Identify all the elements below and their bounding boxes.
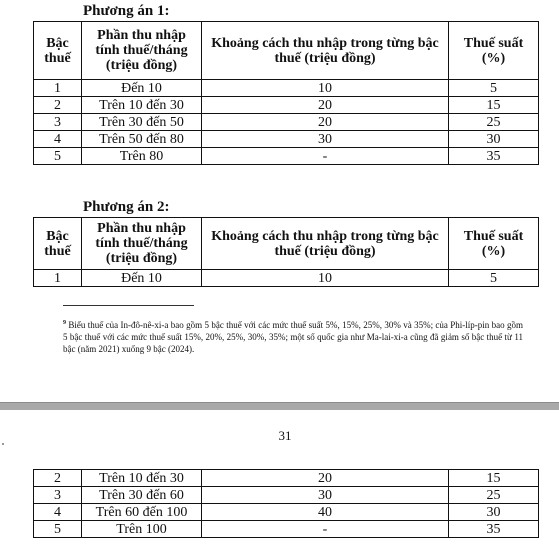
cell-bac: 3 (34, 114, 82, 131)
table-row (34, 270, 539, 287)
table-row (34, 504, 539, 521)
cell-bac: 1 (34, 270, 82, 287)
cell-khoang: 40 (202, 504, 449, 521)
header-bac: Bậc thuế (34, 22, 82, 80)
scan-speck (2, 443, 4, 445)
cell-thue: 30 (449, 131, 539, 148)
document-page-bottom (0, 410, 559, 548)
cell-thue: 25 (449, 114, 539, 131)
cell-phan: Trên 10 đến 30 (82, 470, 202, 487)
option2-table (33, 217, 539, 287)
cell-bac: 5 (34, 148, 82, 165)
table-row (34, 487, 539, 504)
cell-phan: Đến 10 (82, 270, 202, 287)
cell-khoang: 30 (202, 487, 449, 504)
cell-phan: Trên 80 (82, 148, 202, 165)
table-row (34, 114, 539, 131)
header-bac: Bậc thuế (34, 218, 82, 270)
footnote (63, 317, 523, 355)
cell-khoang: 20 (202, 470, 449, 487)
header-thue: Thuế suất (%) (449, 22, 539, 80)
header-khoang: Khoảng cách thu nhập trong từng bậc thuế (triệu đồng) (202, 22, 449, 80)
cell-phan: Trên 30 đến 50 (82, 114, 202, 131)
cell-thue: 5 (449, 80, 539, 97)
cell-phan: Trên 10 đến 30 (82, 97, 202, 114)
cell-khoang: - (202, 521, 449, 538)
table-row (34, 470, 539, 487)
cell-bac: 4 (34, 504, 82, 521)
cell-bac: 5 (34, 521, 82, 538)
table-row (34, 131, 539, 148)
cell-bac: 2 (34, 470, 82, 487)
table-row (34, 97, 539, 114)
header-phan: Phần thu nhập tính thuế/tháng (triệu đồng) (82, 22, 202, 80)
option1-table (33, 21, 539, 165)
cell-phan: Đến 10 (82, 80, 202, 97)
header-khoang: Khoảng cách thu nhập trong từng bậc thuế (triệu đồng) (202, 218, 449, 270)
table-row (34, 80, 539, 97)
cell-thue: 25 (449, 487, 539, 504)
cell-khoang: 10 (202, 80, 449, 97)
cell-khoang: 10 (202, 270, 449, 287)
cell-thue: 35 (449, 521, 539, 538)
cell-bac: 4 (34, 131, 82, 148)
page-number: 31 (278, 428, 292, 443)
cell-khoang: 20 (202, 114, 449, 131)
footnote-text: Biểu thuế của In-đô-nê-xi-a bao gồm 5 bậc thuế với các mức thuế suất 5%, 15%, 25%, 30% và 35%; của Phi-líp-pin bao gồm 5 bậc thuế với các mức thuế suất 15%, 20%, 25%, 30%, 35%; một số quốc gia như Ma-lai-xi-a cũng đã giảm số bậc thuế từ 11 bậc (năm 2021) xuống 9 bậc (2024). (63, 320, 524, 354)
cell-bac: 2 (34, 97, 82, 114)
cell-khoang: - (202, 148, 449, 165)
option2-heading: Phương án 2: (83, 199, 170, 215)
cell-thue: 15 (449, 97, 539, 114)
cell-phan: Trên 60 đến 100 (82, 504, 202, 521)
cell-khoang: 20 (202, 97, 449, 114)
table-row (34, 148, 539, 165)
footnote-separator (63, 305, 194, 306)
cell-bac: 1 (34, 80, 82, 97)
cell-bac: 3 (34, 487, 82, 504)
cell-phan: Trên 30 đến 60 (82, 487, 202, 504)
table-row (34, 521, 539, 538)
cell-phan: Trên 50 đến 80 (82, 131, 202, 148)
cell-khoang: 30 (202, 131, 449, 148)
cell-phan: Trên 100 (82, 521, 202, 538)
footnote-marker: 9 (63, 320, 66, 326)
cell-thue: 30 (449, 504, 539, 521)
cell-thue: 15 (449, 470, 539, 487)
cell-thue: 35 (449, 148, 539, 165)
table-header-row (34, 22, 539, 80)
header-phan: Phần thu nhập tính thuế/tháng (triệu đồng) (82, 218, 202, 270)
option2-table-continued (33, 469, 539, 538)
table-header-row (34, 218, 539, 270)
header-thue: Thuế suất (%) (449, 218, 539, 270)
option1-heading: Phương án 1: (83, 3, 170, 19)
cell-thue: 5 (449, 270, 539, 287)
